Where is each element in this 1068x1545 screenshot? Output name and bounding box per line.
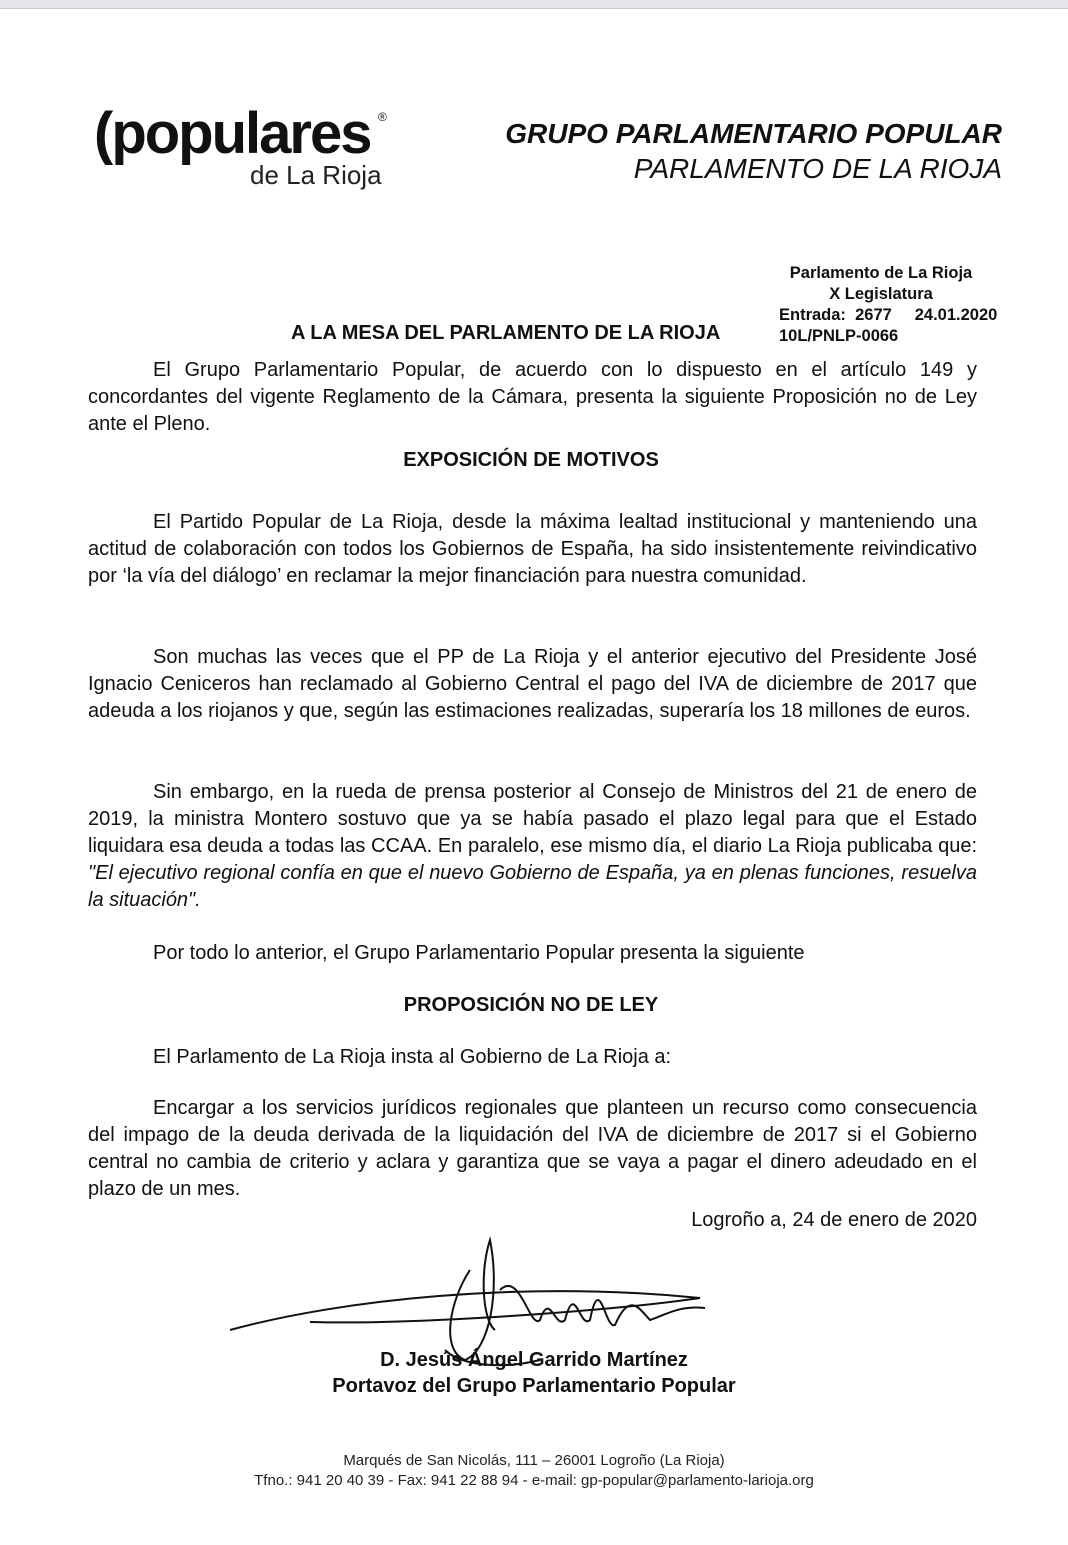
top-bar bbox=[0, 0, 1068, 9]
paragraph-3: Sin embargo, en la rueda de prensa posterior al Consejo de Ministros del 21 de enero de 2019, la ministra Montero sostuvo que ya se había pasado el plazo legal para que el Estado liquidara esa deuda a todas las CCAA. En paralelo, ese mismo día, el diario La Rioja publicaba que: "El ejecutivo regional confía en que el nuevo Gobierno de España, ya en plenas funciones, resuelva la situación". bbox=[88, 781, 977, 911]
place-date: Logroño a, 24 de enero de 2020 bbox=[691, 1209, 977, 1231]
paragraph-1: El Partido Popular de La Rioja, desde la máxima lealtad institucional y manteniendo una actitud de colaboración con todos los Gobiernos de España, ha sido insistentemente reivindicativo por ‘la vía del diálogo’ en reclamar la mejor financiación para nuestra comunidad. bbox=[88, 511, 977, 587]
paragraph-6: Encargar a los servicios jurídicos regionales que planteen un recurso como consecuencia del impago de la deuda derivada de la liquidación del IVA de diciembre de 2017 si el Gobierno central no cambia de criterio y aclara y garantiza que se vaya a pagar el dinero adeudado en el plazo de un mes. bbox=[88, 1097, 977, 1200]
paragraph-5: El Parlamento de La Rioja insta al Gobierno de La Rioja a: bbox=[153, 1046, 672, 1068]
registered-mark: ® bbox=[378, 110, 387, 124]
header-parliament-name: PARLAMENTO DE LA RIOJA bbox=[633, 153, 1002, 184]
footer-contact: Tfno.: 941 20 40 39 - Fax: 941 22 88 94 - e-mail: gp-popular@parlamento-larioja.org bbox=[254, 1472, 814, 1489]
signatory-name: D. Jesús Ángel Garrido Martínez bbox=[380, 1349, 688, 1371]
heading-proposicion: PROPOSICIÓN NO DE LEY bbox=[403, 994, 659, 1016]
header-group-name: GRUPO PARLAMENTARIO POPULAR bbox=[505, 118, 1002, 149]
heading-exposicion: EXPOSICIÓN DE MOTIVOS bbox=[403, 449, 659, 471]
addressee: A LA MESA DEL PARLAMENTO DE LA RIOJA bbox=[291, 322, 721, 344]
signatory-role: Portavoz del Grupo Parlamentario Popular bbox=[332, 1375, 736, 1397]
stamp-line-2: X Legislatura bbox=[829, 285, 933, 303]
populares-logo bbox=[94, 98, 404, 198]
logo-subtitle: de La Rioja bbox=[250, 160, 382, 190]
stamp-line-3: Entrada: 2677 24.01.2020 bbox=[779, 306, 998, 324]
entry-stamp bbox=[779, 263, 997, 347]
quote: "El ejecutivo regional confía en que el nuevo Gobierno de España, ya en plenas funciones, resuelva la situación". bbox=[88, 862, 977, 911]
paragraph-4: Por todo lo anterior, el Grupo Parlamentario Popular presenta la siguiente bbox=[153, 942, 805, 964]
paragraph-2: Son muchas las veces que el PP de La Rioja y el anterior ejecutivo del Presidente José Ignacio Ceniceros han reclamado al Gobierno Central el pago del IVA de diciembre de 2017 que adeuda a los riojanos y que, según las estimaciones realizadas, superaría los 18 millones de euros. bbox=[88, 646, 977, 722]
logo-wordmark: (populares bbox=[94, 101, 371, 166]
stamp-line-1: Parlamento de La Rioja bbox=[789, 264, 973, 282]
stamp-line-4: 10L/PNLP-0066 bbox=[779, 327, 899, 345]
footer-address: Marqués de San Nicolás, 111 – 26001 Logroño (La Rioja) bbox=[343, 1452, 725, 1469]
intro-paragraph: El Grupo Parlamentario Popular, de acuerdo con lo dispuesto en el artículo 149 y concordantes del vigente Reglamento de la Cámara, presenta la siguiente Proposición no de Ley ante el Pleno. bbox=[88, 359, 977, 435]
